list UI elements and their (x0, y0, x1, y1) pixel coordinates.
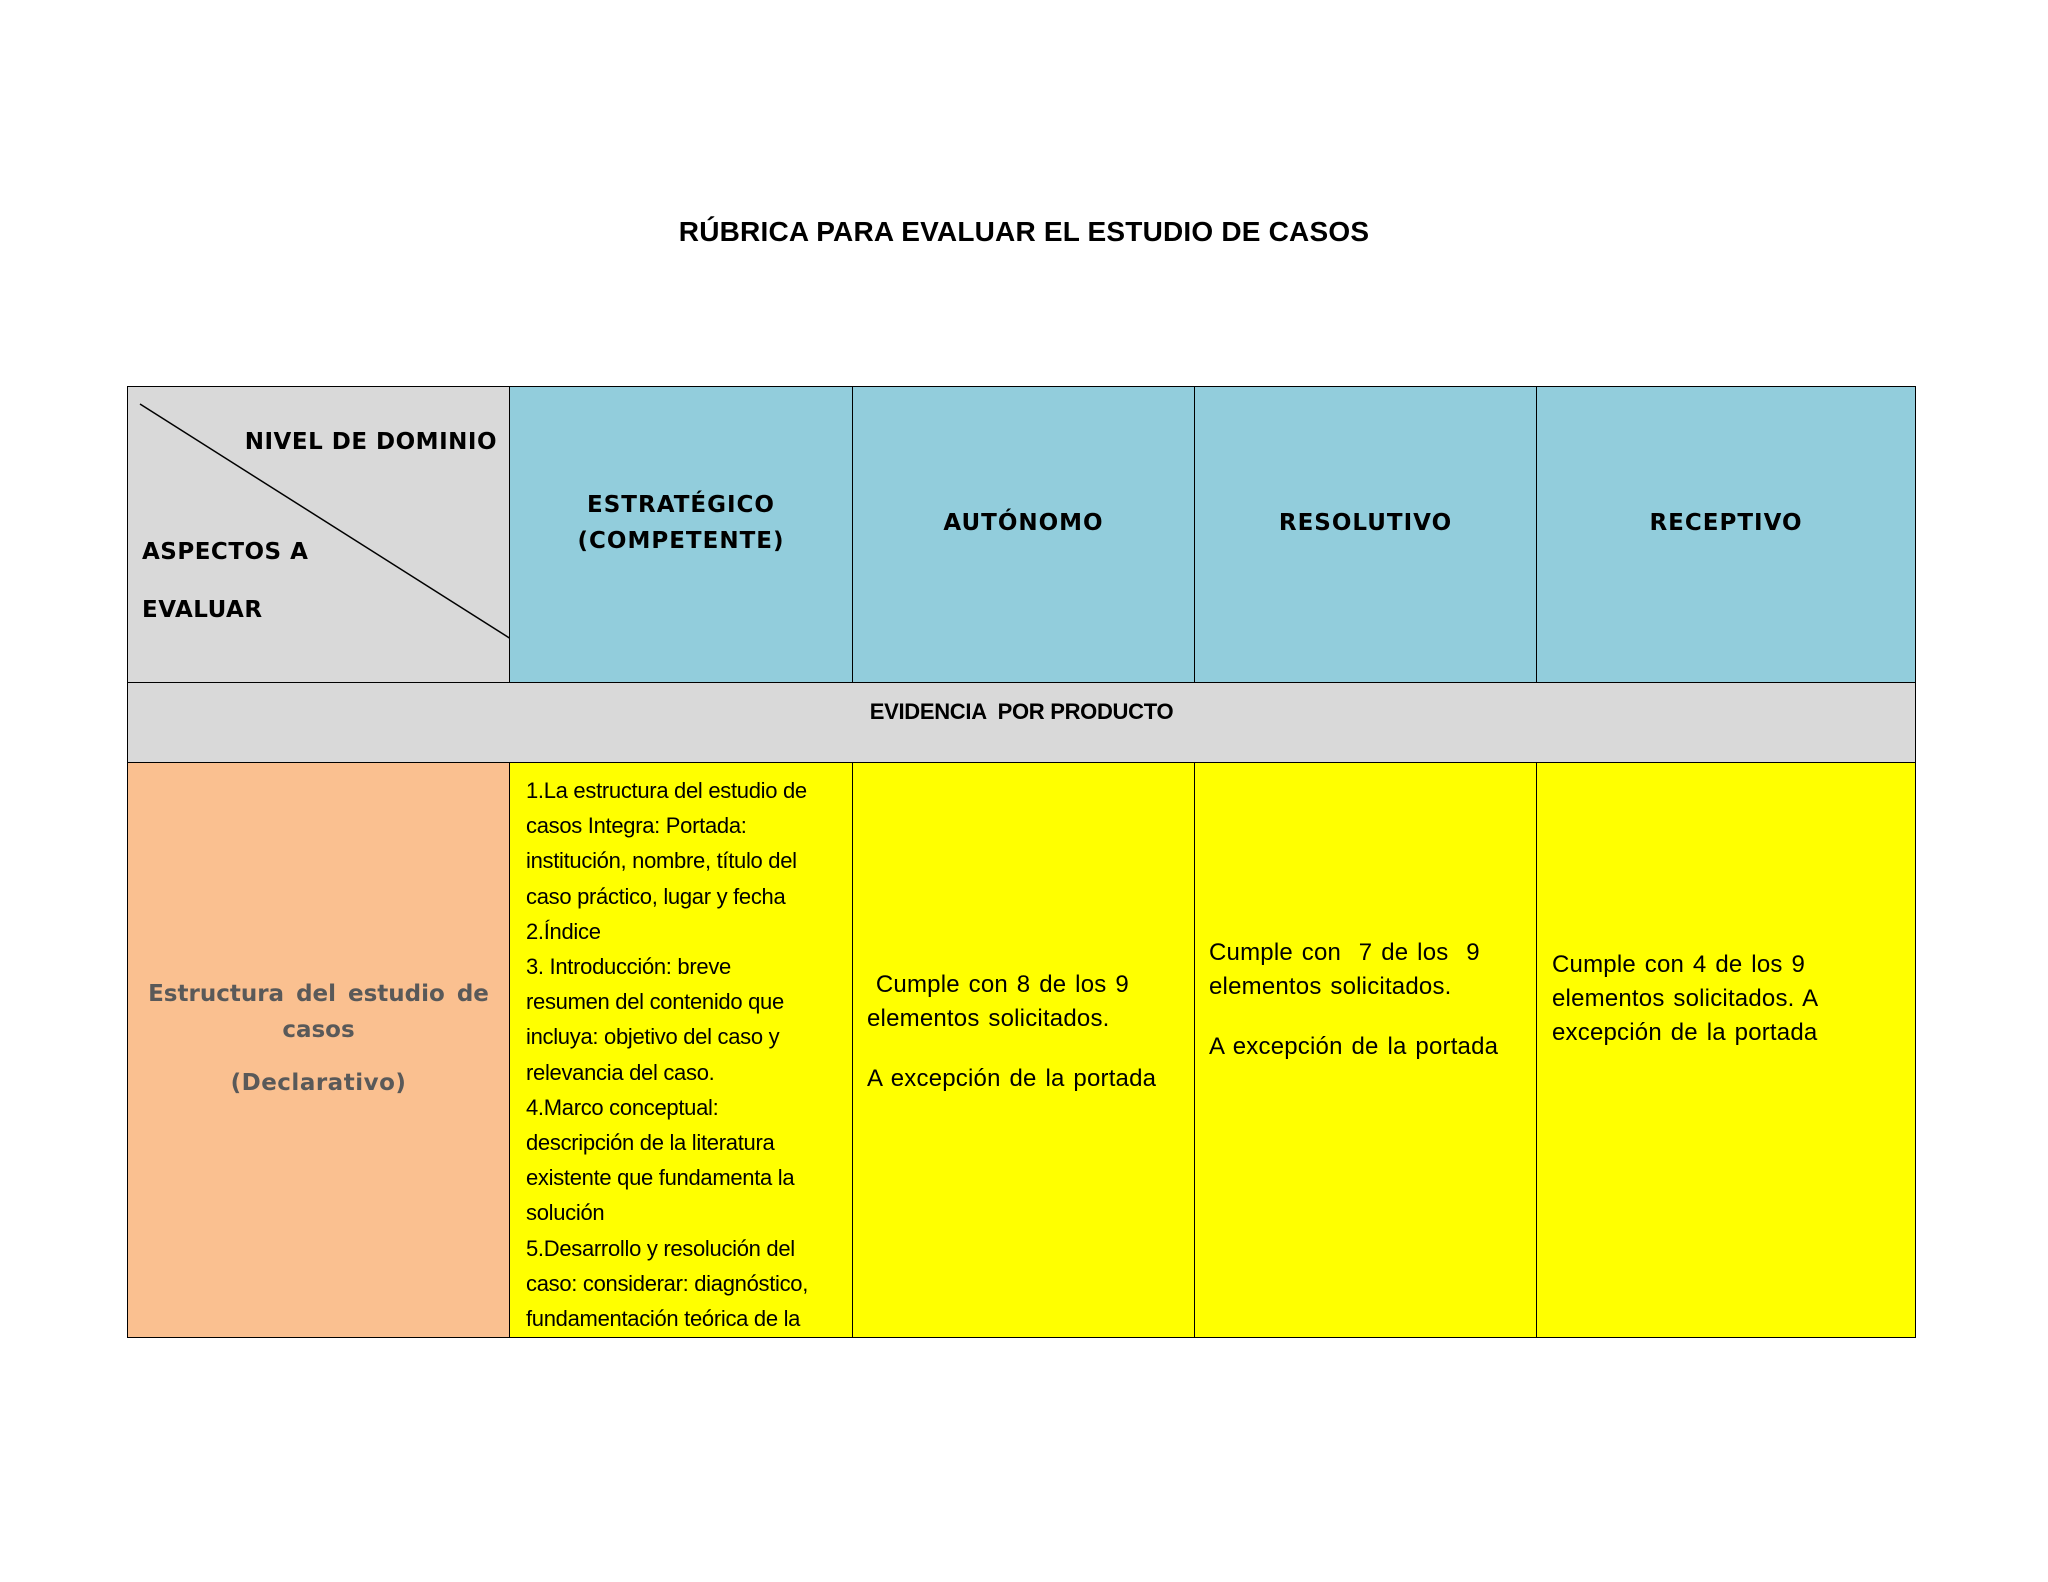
criteria-line: 4.Marco conceptual: (526, 1094, 719, 1120)
aspect-cell (127, 762, 510, 1338)
receptivo-cell (1536, 762, 1916, 1338)
criteria-line: descripción de la literatura (526, 1130, 775, 1156)
criteria-line: 1.La estructura del estudio de (526, 778, 807, 803)
header-resolutivo-label: RESOLUTIVO (1278, 510, 1453, 536)
criteria-line: caso: considerar: diagnóstico, (526, 1270, 809, 1296)
header-estrategico-line-2: (COMPETENTE) (577, 528, 785, 554)
criteria-list (526, 773, 846, 1336)
criteria-line: resumen del contenido que (526, 989, 784, 1015)
resolutivo-cell (1194, 762, 1537, 1338)
aspect-name: Estructura del estudio de casos (148, 981, 489, 1043)
autonomo-main: Cumple con 8 de los 9 elementos solicitados. (867, 971, 1138, 1032)
receptivo-text (1552, 948, 1872, 1050)
resolutivo-text (1209, 936, 1519, 1064)
header-receptivo-label: RECEPTIVO (1649, 510, 1803, 536)
aspectos-line-1: ASPECTOS A (142, 539, 309, 565)
criteria-line: relevancia del caso. (526, 1059, 715, 1085)
aspectos-line-2: EVALUAR (142, 597, 263, 623)
criteria-line: fundamentación teórica de la (526, 1306, 801, 1332)
header-resolutivo (1194, 386, 1537, 683)
nivel-de-dominio-label: NIVEL DE DOMINIO (244, 429, 497, 455)
criteria-line: 5.Desarrollo y resolución del (526, 1235, 795, 1261)
criteria-line: casos Integra: Portada: (526, 813, 747, 839)
criteria-line: 2.Índice (526, 918, 601, 944)
criteria-line: existente que fundamenta la (526, 1165, 795, 1191)
criteria-line: 3. Introducción: breve (526, 954, 731, 980)
corner-header-cell (127, 386, 510, 683)
autonomo-text (867, 968, 1187, 1096)
criteria-line: incluya: objetivo del caso y (526, 1024, 780, 1050)
criteria-line: institución, nombre, título del (526, 848, 797, 874)
autonomo-cell (852, 762, 1195, 1338)
aspectos-a-evaluar-label (142, 523, 402, 639)
header-autonomo-label: AUTÓNOMO (943, 510, 1104, 536)
estrategico-criteria-cell (509, 762, 853, 1338)
criteria-line: caso práctico, lugar y fecha (526, 883, 786, 909)
rubric-table (127, 386, 1916, 1338)
receptivo-main: Cumple con 4 de los 9 elementos solicitados. A excepción de la portada (1552, 951, 1818, 1046)
header-estrategico (509, 386, 853, 683)
aspect-type: (Declarativo) (230, 1070, 407, 1096)
evidence-row (127, 682, 1916, 763)
resolutivo-main: Cumple con 7 de los 9 elementos solicitados. (1209, 939, 1489, 1000)
document-title: RÚBRICA PARA EVALUAR EL ESTUDIO DE CASOS (678, 216, 1370, 247)
header-autonomo (852, 386, 1195, 683)
header-estrategico-line-1: ESTRATÉGICO (587, 492, 775, 518)
header-receptivo (1536, 386, 1916, 683)
evidence-label: EVIDENCIA POR PRODUCTO (869, 699, 1174, 724)
criteria-line: solución (526, 1200, 605, 1226)
autonomo-exception: A excepción de la portada (867, 1065, 1157, 1092)
resolutivo-exception: A excepción de la portada (1209, 1033, 1499, 1060)
